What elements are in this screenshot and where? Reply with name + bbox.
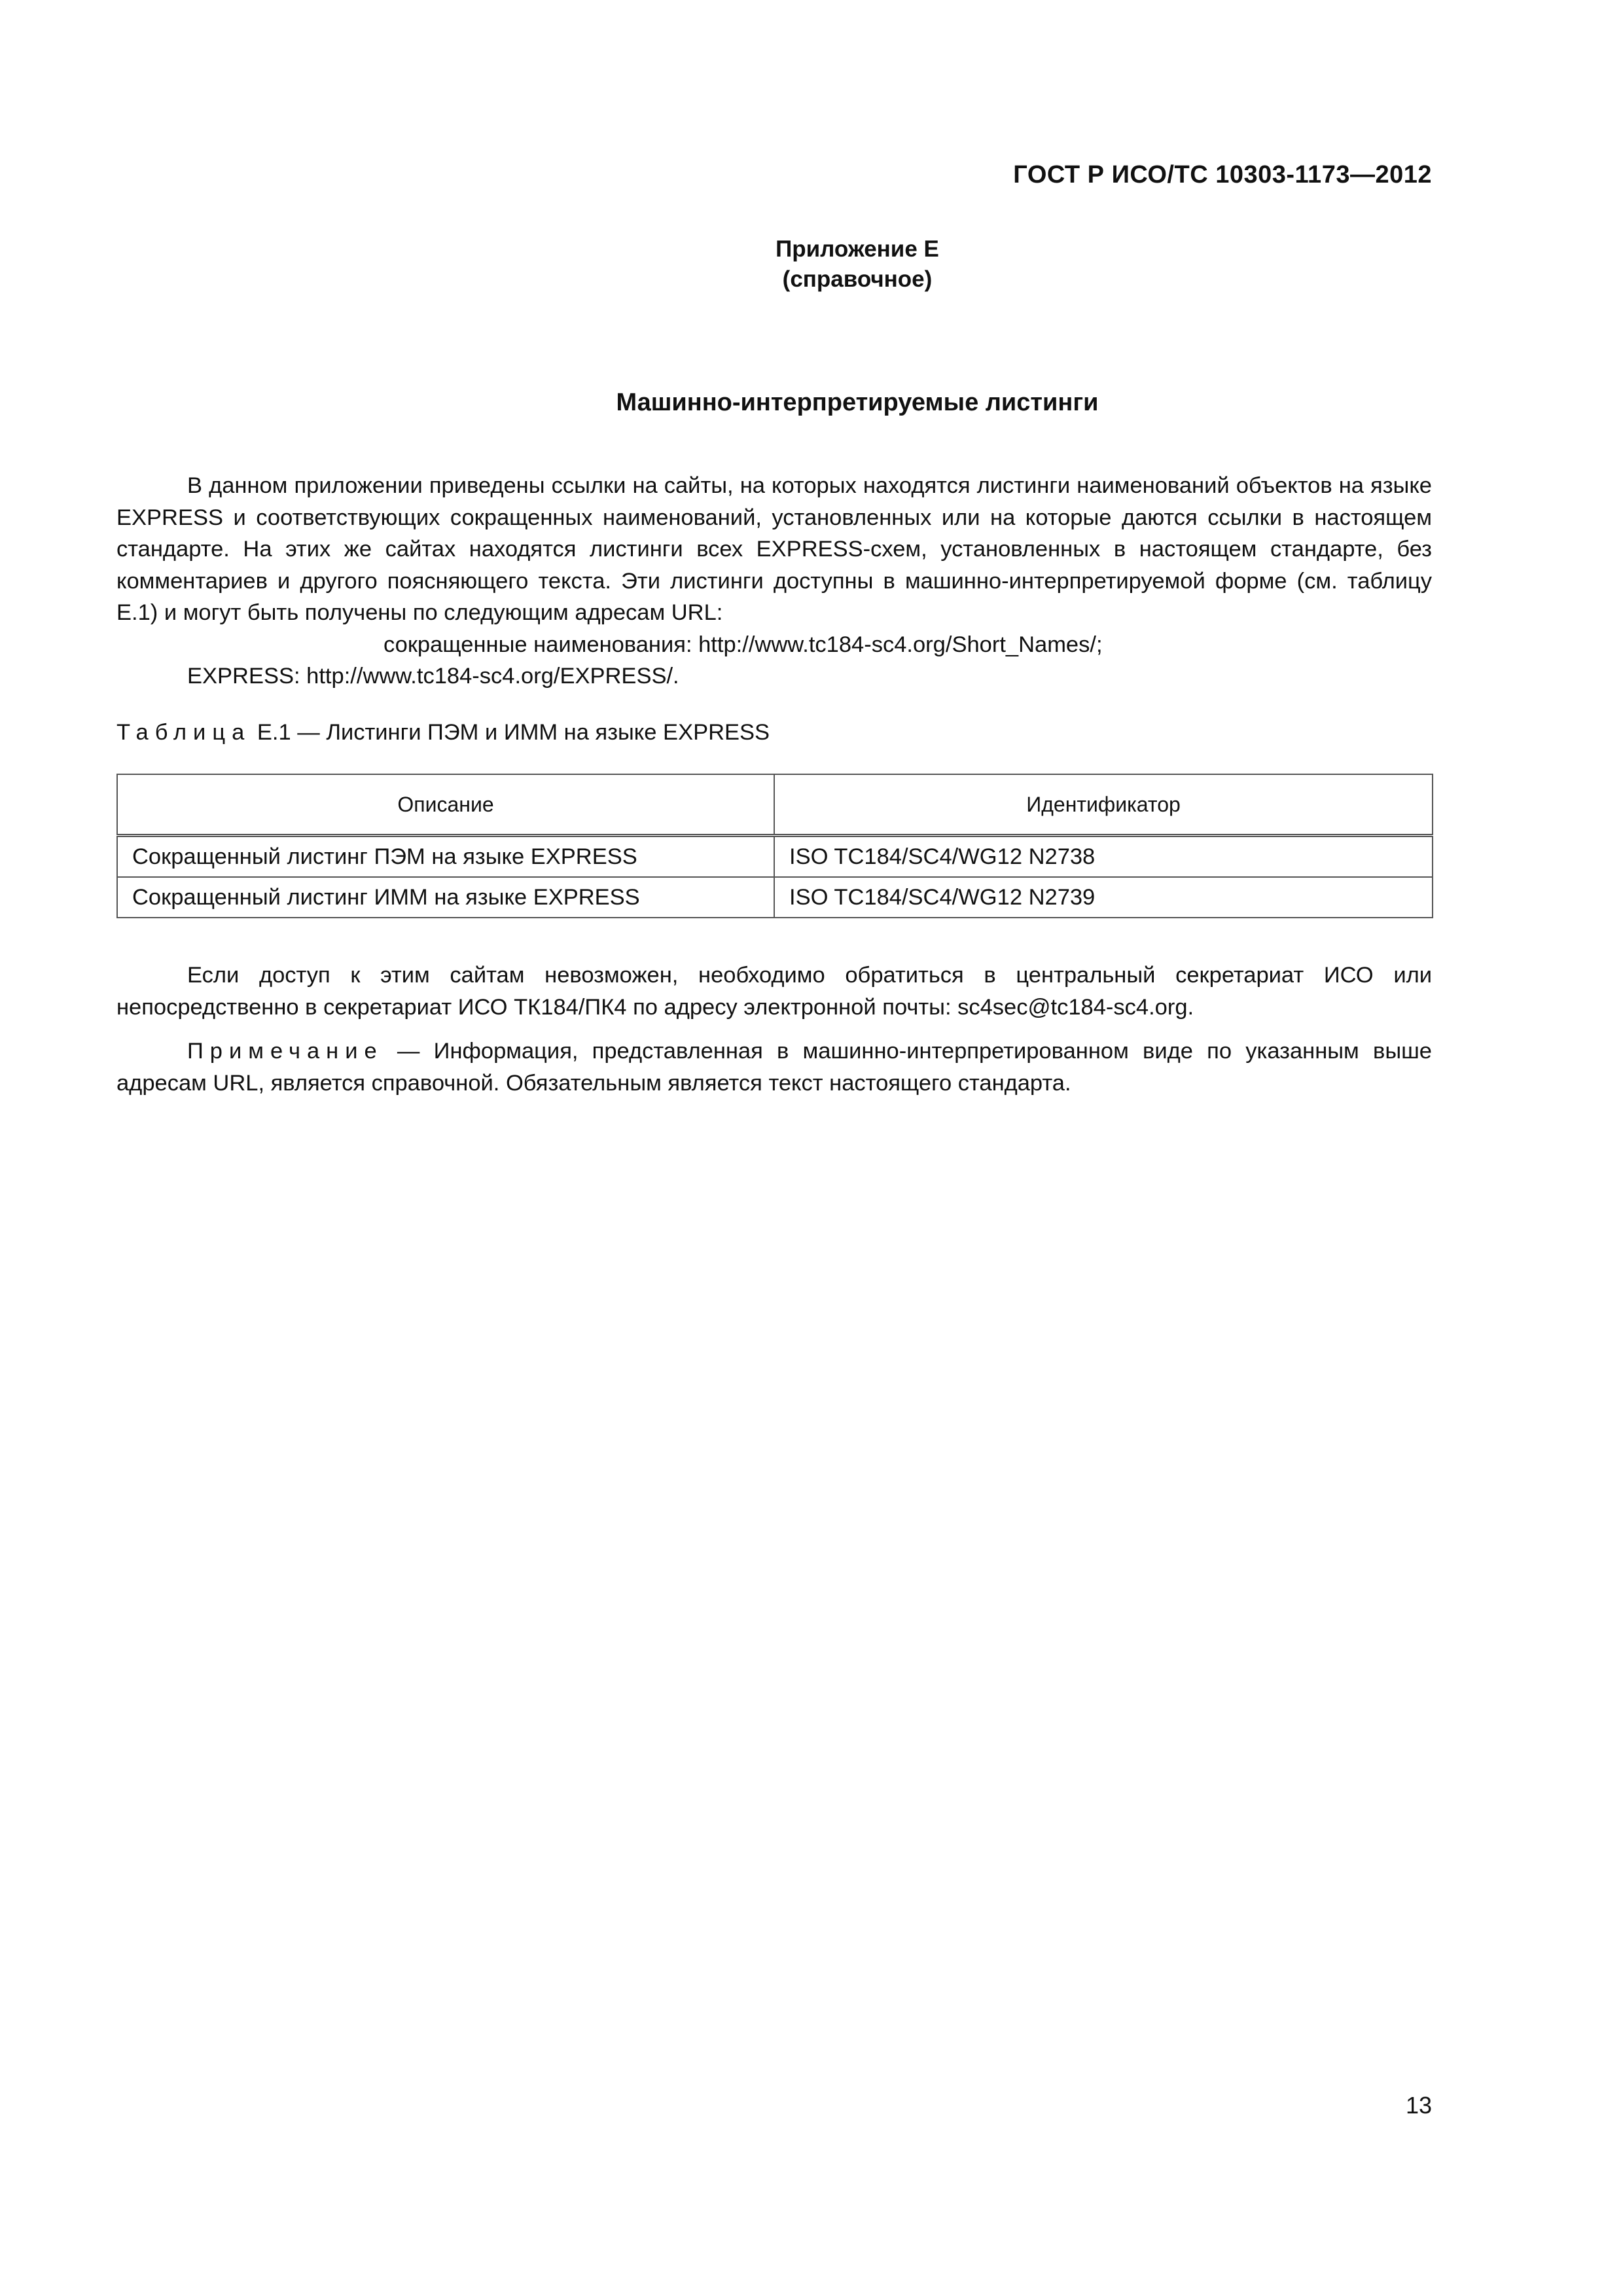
table-cell-description: Сокращенный листинг ИММ на языке EXPRESS (117, 877, 774, 918)
document-id-header: ГОСТ Р ИСО/ТС 10303-1173—2012 (1013, 161, 1432, 188)
table-caption-text: Е.1 — Листинги ПЭМ и ИММ на языке EXPRESS (251, 720, 770, 745)
express-url-line: EXPRESS: http://www.tc184-sc4.org/EXPRESS/. (187, 664, 679, 689)
short-names-url-line: сокращенные наименования: http://www.tc184-sc4.org/Short_Names/; (383, 632, 1103, 657)
section-title-text: Машинно-интерпретируемые листинги (616, 389, 1099, 416)
intro-block (116, 470, 1432, 692)
note-text: — Информация, представленная в машинно-интерпретированном виде по указанным выше адресам URL, является справочной. Обязательным является текст настоящего стандарта. (116, 1039, 1432, 1096)
note-block (116, 1035, 1432, 1099)
section-title (0, 389, 1623, 417)
page-number: 13 (1405, 2092, 1432, 2119)
table-row (117, 836, 1433, 878)
table-cell-identifier: ISO TC184/SC4/WG12 N2739 (774, 877, 1433, 918)
table-cell-description: Сокращенный листинг ПЭМ на языке EXPRESS (117, 836, 774, 878)
table-caption (116, 720, 770, 745)
contact-block (116, 960, 1432, 1023)
note-label: Примечание (187, 1039, 383, 1064)
note-paragraph (116, 1035, 1432, 1099)
annex-status: (справочное) (782, 266, 933, 292)
annex-title: Приложение Е (776, 236, 939, 262)
table-cell-identifier: ISO TC184/SC4/WG12 N2738 (774, 836, 1433, 878)
table-row (117, 877, 1433, 918)
contact-paragraph: Если доступ к этим сайтам невозможен, необходимо обратиться в центральный секретариат ИСО или непосредственно в секретариат ИСО ТК184/ПК4 по адресу электронной почты: sc4sec@tc184-sc4.org. (116, 963, 1432, 1020)
annex-heading (0, 234, 1623, 295)
column-header-description: Описание (117, 774, 774, 836)
listing-table (116, 774, 1433, 918)
table-caption-label: Таблица (116, 720, 251, 745)
column-header-identifier: Идентификатор (774, 774, 1433, 836)
table-header-row (117, 774, 1433, 836)
intro-paragraph: В данном приложении приведены ссылки на сайты, на которых находятся листинги наименований объектов на языке EXPRESS и соответствующих сокращенных наименований, установленных или на которые даются ссылки в настоящем стандарте. На этих же сайтах находятся листинги всех EXPRESS-схем, установленных в настоящем стандарте, без комментариев и другого поясняющего текста. Эти листинги доступны в машинно-интерпретируемой форме (см. таблицу Е.1) и могут быть получены по следующим адресам URL: (116, 473, 1432, 625)
